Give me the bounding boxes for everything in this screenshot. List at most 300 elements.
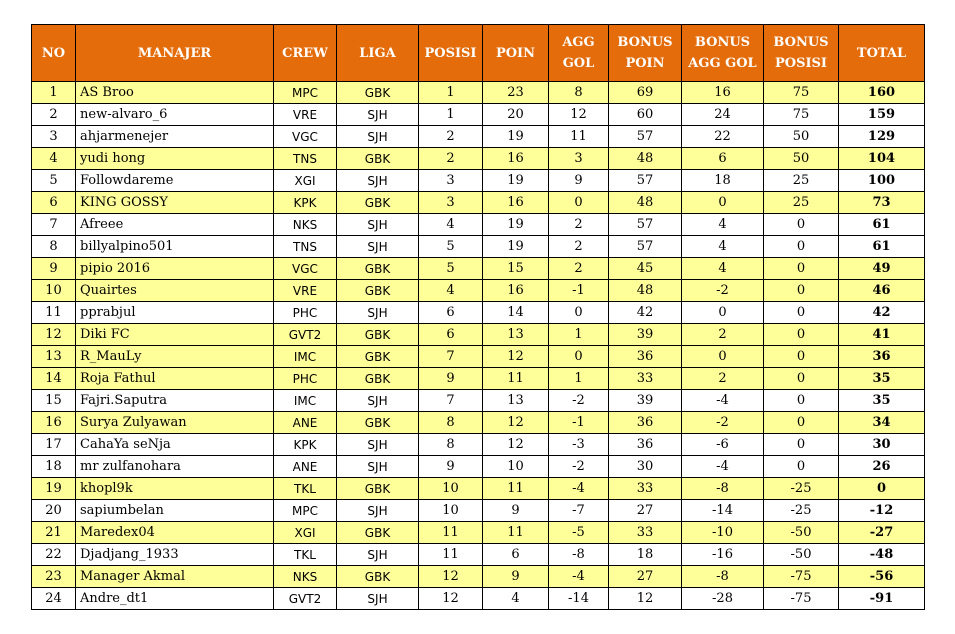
table-row	[32, 192, 925, 214]
cell-bonus-posisi: 0	[764, 346, 839, 368]
cell-poin: 20	[483, 104, 549, 126]
cell-agg-gol: 1	[549, 324, 609, 346]
cell-poin: 19	[483, 236, 549, 258]
cell-poin: 13	[483, 390, 549, 412]
cell-posisi: 3	[419, 170, 483, 192]
cell-bonus-poin: 42	[609, 302, 682, 324]
cell-no: 1	[32, 82, 76, 104]
cell-bonus-posisi: -75	[764, 588, 839, 610]
cell-posisi: 7	[419, 346, 483, 368]
cell-bonus-poin: 33	[609, 368, 682, 390]
header-bonus-poin: BONUS POIN	[609, 25, 682, 82]
table-row	[32, 126, 925, 148]
cell-bonus-agg-gol: 0	[682, 302, 764, 324]
cell-poin: 16	[483, 192, 549, 214]
cell-total: 61	[839, 236, 925, 258]
cell-bonus-posisi: 0	[764, 302, 839, 324]
cell-bonus-agg-gol: -2	[682, 280, 764, 302]
table-row	[32, 522, 925, 544]
cell-bonus-poin: 48	[609, 280, 682, 302]
cell-bonus-posisi: 0	[764, 390, 839, 412]
cell-liga: GBK	[337, 346, 419, 368]
cell-posisi: 11	[419, 544, 483, 566]
cell-no: 15	[32, 390, 76, 412]
cell-agg-gol: 3	[549, 148, 609, 170]
cell-poin: 12	[483, 434, 549, 456]
cell-crew: VGC	[274, 258, 337, 280]
cell-poin: 12	[483, 346, 549, 368]
cell-bonus-poin: 45	[609, 258, 682, 280]
cell-agg-gol: -8	[549, 544, 609, 566]
cell-agg-gol: -14	[549, 588, 609, 610]
cell-bonus-posisi: -50	[764, 544, 839, 566]
cell-posisi: 10	[419, 500, 483, 522]
table-row	[32, 456, 925, 478]
cell-total: 49	[839, 258, 925, 280]
cell-bonus-agg-gol: 2	[682, 324, 764, 346]
cell-bonus-poin: 36	[609, 412, 682, 434]
cell-bonus-posisi: 0	[764, 214, 839, 236]
cell-bonus-posisi: 50	[764, 126, 839, 148]
cell-manajer: billyalpino501	[76, 236, 274, 258]
header-no: NO	[32, 25, 76, 82]
header-poin: POIN	[483, 25, 549, 82]
cell-agg-gol: 9	[549, 170, 609, 192]
cell-bonus-posisi: 0	[764, 236, 839, 258]
table-row	[32, 324, 925, 346]
cell-total: 36	[839, 346, 925, 368]
cell-poin: 11	[483, 522, 549, 544]
cell-bonus-posisi: -75	[764, 566, 839, 588]
cell-no: 4	[32, 148, 76, 170]
cell-bonus-agg-gol: -4	[682, 390, 764, 412]
cell-liga: GBK	[337, 148, 419, 170]
cell-bonus-posisi: 0	[764, 258, 839, 280]
cell-no: 18	[32, 456, 76, 478]
cell-posisi: 3	[419, 192, 483, 214]
cell-crew: MPC	[274, 82, 337, 104]
cell-no: 12	[32, 324, 76, 346]
cell-total: -48	[839, 544, 925, 566]
cell-crew: PHC	[274, 368, 337, 390]
table-row	[32, 346, 925, 368]
cell-posisi: 2	[419, 126, 483, 148]
standings-table	[31, 24, 925, 610]
table-row	[32, 302, 925, 324]
cell-liga: SJH	[337, 214, 419, 236]
cell-bonus-agg-gol: 22	[682, 126, 764, 148]
table-row	[32, 434, 925, 456]
cell-posisi: 1	[419, 82, 483, 104]
cell-liga: GBK	[337, 522, 419, 544]
cell-agg-gol: -4	[549, 478, 609, 500]
cell-no: 23	[32, 566, 76, 588]
cell-bonus-agg-gol: -28	[682, 588, 764, 610]
cell-posisi: 12	[419, 566, 483, 588]
cell-bonus-posisi: 25	[764, 192, 839, 214]
cell-bonus-agg-gol: 4	[682, 236, 764, 258]
cell-bonus-poin: 69	[609, 82, 682, 104]
header-row	[32, 25, 925, 82]
cell-total: 42	[839, 302, 925, 324]
cell-total: -56	[839, 566, 925, 588]
cell-crew: PHC	[274, 302, 337, 324]
cell-liga: SJH	[337, 544, 419, 566]
cell-manajer: mr zulfanohara	[76, 456, 274, 478]
cell-crew: XGI	[274, 522, 337, 544]
cell-liga: SJH	[337, 390, 419, 412]
cell-bonus-poin: 48	[609, 192, 682, 214]
cell-liga: SJH	[337, 434, 419, 456]
cell-total: 26	[839, 456, 925, 478]
cell-no: 9	[32, 258, 76, 280]
table-row	[32, 104, 925, 126]
cell-no: 21	[32, 522, 76, 544]
cell-bonus-agg-gol: -4	[682, 456, 764, 478]
cell-poin: 9	[483, 500, 549, 522]
cell-no: 8	[32, 236, 76, 258]
cell-bonus-poin: 57	[609, 126, 682, 148]
cell-liga: GBK	[337, 478, 419, 500]
table-row	[32, 236, 925, 258]
cell-poin: 19	[483, 214, 549, 236]
cell-poin: 11	[483, 368, 549, 390]
cell-bonus-agg-gol: 0	[682, 346, 764, 368]
cell-poin: 11	[483, 478, 549, 500]
cell-agg-gol: 11	[549, 126, 609, 148]
cell-manajer: Djadjang_1933	[76, 544, 274, 566]
cell-liga: SJH	[337, 500, 419, 522]
cell-bonus-posisi: 0	[764, 368, 839, 390]
cell-total: -91	[839, 588, 925, 610]
cell-posisi: 5	[419, 258, 483, 280]
cell-liga: GBK	[337, 324, 419, 346]
cell-no: 3	[32, 126, 76, 148]
cell-manajer: CahaYa seNja	[76, 434, 274, 456]
cell-liga: SJH	[337, 302, 419, 324]
cell-bonus-agg-gol: -10	[682, 522, 764, 544]
cell-agg-gol: 8	[549, 82, 609, 104]
cell-manajer: Followdareme	[76, 170, 274, 192]
cell-bonus-agg-gol: 6	[682, 148, 764, 170]
header-bonus-posisi: BONUS POSISI	[764, 25, 839, 82]
header-crew: CREW	[274, 25, 337, 82]
cell-crew: IMC	[274, 346, 337, 368]
cell-crew: KPK	[274, 434, 337, 456]
cell-total: 30	[839, 434, 925, 456]
cell-agg-gol: -1	[549, 412, 609, 434]
cell-no: 13	[32, 346, 76, 368]
cell-bonus-poin: 18	[609, 544, 682, 566]
cell-bonus-posisi: 75	[764, 104, 839, 126]
cell-no: 5	[32, 170, 76, 192]
cell-poin: 4	[483, 588, 549, 610]
cell-posisi: 6	[419, 302, 483, 324]
cell-bonus-posisi: 25	[764, 170, 839, 192]
cell-bonus-poin: 27	[609, 566, 682, 588]
cell-agg-gol: 0	[549, 192, 609, 214]
cell-total: 35	[839, 368, 925, 390]
table-row	[32, 214, 925, 236]
cell-bonus-agg-gol: 2	[682, 368, 764, 390]
cell-manajer: pipio 2016	[76, 258, 274, 280]
cell-crew: TKL	[274, 544, 337, 566]
cell-manajer: Roja Fathul	[76, 368, 274, 390]
cell-no: 2	[32, 104, 76, 126]
cell-manajer: sapiumbelan	[76, 500, 274, 522]
cell-manajer: Manager Akmal	[76, 566, 274, 588]
cell-total: 160	[839, 82, 925, 104]
cell-liga: SJH	[337, 236, 419, 258]
cell-total: 73	[839, 192, 925, 214]
cell-agg-gol: 2	[549, 214, 609, 236]
cell-no: 7	[32, 214, 76, 236]
cell-poin: 19	[483, 170, 549, 192]
cell-bonus-poin: 27	[609, 500, 682, 522]
cell-poin: 13	[483, 324, 549, 346]
table-row	[32, 500, 925, 522]
cell-total: 61	[839, 214, 925, 236]
cell-total: 41	[839, 324, 925, 346]
cell-bonus-poin: 33	[609, 478, 682, 500]
cell-poin: 16	[483, 148, 549, 170]
cell-crew: VRE	[274, 280, 337, 302]
table-row	[32, 412, 925, 434]
cell-posisi: 12	[419, 588, 483, 610]
cell-bonus-poin: 36	[609, 346, 682, 368]
cell-no: 16	[32, 412, 76, 434]
cell-agg-gol: -2	[549, 390, 609, 412]
table-row	[32, 368, 925, 390]
cell-crew: MPC	[274, 500, 337, 522]
cell-manajer: Diki FC	[76, 324, 274, 346]
cell-bonus-posisi: 50	[764, 148, 839, 170]
cell-no: 22	[32, 544, 76, 566]
cell-manajer: yudi hong	[76, 148, 274, 170]
cell-posisi: 2	[419, 148, 483, 170]
cell-bonus-posisi: 75	[764, 82, 839, 104]
cell-liga: SJH	[337, 126, 419, 148]
table-row	[32, 390, 925, 412]
cell-bonus-agg-gol: 0	[682, 192, 764, 214]
cell-no: 17	[32, 434, 76, 456]
cell-bonus-posisi: -25	[764, 478, 839, 500]
cell-manajer: pprabjul	[76, 302, 274, 324]
cell-poin: 16	[483, 280, 549, 302]
cell-bonus-agg-gol: -6	[682, 434, 764, 456]
cell-crew: VGC	[274, 126, 337, 148]
cell-total: 129	[839, 126, 925, 148]
cell-bonus-poin: 48	[609, 148, 682, 170]
cell-liga: SJH	[337, 104, 419, 126]
cell-liga: GBK	[337, 566, 419, 588]
cell-liga: GBK	[337, 280, 419, 302]
cell-bonus-agg-gol: 24	[682, 104, 764, 126]
cell-crew: XGI	[274, 170, 337, 192]
cell-bonus-posisi: -25	[764, 500, 839, 522]
cell-agg-gol: -3	[549, 434, 609, 456]
table-body	[32, 82, 925, 610]
cell-bonus-poin: 60	[609, 104, 682, 126]
cell-crew: ANE	[274, 456, 337, 478]
cell-bonus-poin: 12	[609, 588, 682, 610]
cell-crew: TKL	[274, 478, 337, 500]
cell-no: 6	[32, 192, 76, 214]
cell-bonus-agg-gol: 4	[682, 214, 764, 236]
cell-posisi: 7	[419, 390, 483, 412]
table-row	[32, 588, 925, 610]
cell-posisi: 4	[419, 280, 483, 302]
cell-poin: 19	[483, 126, 549, 148]
cell-no: 10	[32, 280, 76, 302]
cell-total: 34	[839, 412, 925, 434]
cell-agg-gol: 12	[549, 104, 609, 126]
cell-manajer: Quairtes	[76, 280, 274, 302]
cell-agg-gol: -4	[549, 566, 609, 588]
header-manajer: MANAJER	[76, 25, 274, 82]
cell-liga: SJH	[337, 170, 419, 192]
cell-manajer: R_MauLy	[76, 346, 274, 368]
cell-manajer: ahjarmenejer	[76, 126, 274, 148]
cell-bonus-poin: 39	[609, 390, 682, 412]
cell-liga: SJH	[337, 456, 419, 478]
cell-liga: GBK	[337, 82, 419, 104]
cell-manajer: AS Broo	[76, 82, 274, 104]
cell-bonus-agg-gol: -8	[682, 478, 764, 500]
cell-manajer: khopl9k	[76, 478, 274, 500]
cell-total: -27	[839, 522, 925, 544]
cell-total: -12	[839, 500, 925, 522]
cell-bonus-agg-gol: -8	[682, 566, 764, 588]
cell-bonus-agg-gol: 18	[682, 170, 764, 192]
cell-posisi: 11	[419, 522, 483, 544]
table-row	[32, 566, 925, 588]
cell-crew: NKS	[274, 214, 337, 236]
cell-liga: SJH	[337, 588, 419, 610]
cell-posisi: 6	[419, 324, 483, 346]
cell-no: 20	[32, 500, 76, 522]
cell-bonus-poin: 33	[609, 522, 682, 544]
cell-liga: GBK	[337, 368, 419, 390]
cell-bonus-agg-gol: 4	[682, 258, 764, 280]
cell-crew: GVT2	[274, 588, 337, 610]
cell-bonus-agg-gol: 16	[682, 82, 764, 104]
cell-bonus-poin: 57	[609, 170, 682, 192]
cell-crew: VRE	[274, 104, 337, 126]
cell-no: 19	[32, 478, 76, 500]
cell-manajer: Afreee	[76, 214, 274, 236]
cell-poin: 23	[483, 82, 549, 104]
cell-total: 35	[839, 390, 925, 412]
cell-total: 0	[839, 478, 925, 500]
cell-poin: 15	[483, 258, 549, 280]
cell-poin: 10	[483, 456, 549, 478]
cell-poin: 14	[483, 302, 549, 324]
cell-crew: NKS	[274, 566, 337, 588]
table-row	[32, 148, 925, 170]
table-row	[32, 82, 925, 104]
cell-no: 14	[32, 368, 76, 390]
cell-crew: IMC	[274, 390, 337, 412]
header-bonus-agg-gol: BONUS AGG GOL	[682, 25, 764, 82]
cell-agg-gol: 2	[549, 236, 609, 258]
cell-bonus-posisi: 0	[764, 434, 839, 456]
cell-crew: GVT2	[274, 324, 337, 346]
cell-bonus-agg-gol: -16	[682, 544, 764, 566]
cell-manajer: Surya Zulyawan	[76, 412, 274, 434]
cell-liga: GBK	[337, 192, 419, 214]
cell-bonus-posisi: 0	[764, 280, 839, 302]
cell-bonus-agg-gol: -14	[682, 500, 764, 522]
cell-bonus-posisi: 0	[764, 412, 839, 434]
cell-manajer: Fajri.Saputra	[76, 390, 274, 412]
table-row	[32, 478, 925, 500]
cell-posisi: 4	[419, 214, 483, 236]
cell-posisi: 9	[419, 456, 483, 478]
cell-total: 159	[839, 104, 925, 126]
cell-agg-gol: -1	[549, 280, 609, 302]
cell-bonus-poin: 57	[609, 236, 682, 258]
cell-bonus-posisi: 0	[764, 324, 839, 346]
cell-no: 24	[32, 588, 76, 610]
cell-no: 11	[32, 302, 76, 324]
table-row	[32, 170, 925, 192]
cell-liga: GBK	[337, 412, 419, 434]
cell-agg-gol: -5	[549, 522, 609, 544]
cell-posisi: 9	[419, 368, 483, 390]
cell-total: 46	[839, 280, 925, 302]
cell-posisi: 8	[419, 434, 483, 456]
cell-agg-gol: 2	[549, 258, 609, 280]
header-posisi: POSISI	[419, 25, 483, 82]
cell-bonus-posisi: -50	[764, 522, 839, 544]
cell-crew: ANE	[274, 412, 337, 434]
table-row	[32, 544, 925, 566]
cell-crew: TNS	[274, 236, 337, 258]
cell-bonus-poin: 39	[609, 324, 682, 346]
cell-agg-gol: 0	[549, 302, 609, 324]
table-row	[32, 258, 925, 280]
cell-agg-gol: 0	[549, 346, 609, 368]
header-total: TOTAL	[839, 25, 925, 82]
cell-bonus-posisi: 0	[764, 456, 839, 478]
cell-manajer: Andre_dt1	[76, 588, 274, 610]
cell-bonus-poin: 30	[609, 456, 682, 478]
cell-crew: TNS	[274, 148, 337, 170]
header-agg-gol: AGG GOL	[549, 25, 609, 82]
header-liga: LIGA	[337, 25, 419, 82]
cell-poin: 12	[483, 412, 549, 434]
cell-posisi: 10	[419, 478, 483, 500]
cell-manajer: Maredex04	[76, 522, 274, 544]
cell-agg-gol: -2	[549, 456, 609, 478]
cell-bonus-agg-gol: -2	[682, 412, 764, 434]
cell-manajer: new-alvaro_6	[76, 104, 274, 126]
cell-bonus-poin: 36	[609, 434, 682, 456]
cell-crew: KPK	[274, 192, 337, 214]
cell-agg-gol: 1	[549, 368, 609, 390]
cell-bonus-poin: 57	[609, 214, 682, 236]
cell-agg-gol: -7	[549, 500, 609, 522]
cell-posisi: 8	[419, 412, 483, 434]
cell-poin: 6	[483, 544, 549, 566]
cell-posisi: 1	[419, 104, 483, 126]
cell-poin: 9	[483, 566, 549, 588]
cell-manajer: KING GOSSY	[76, 192, 274, 214]
cell-liga: GBK	[337, 258, 419, 280]
cell-total: 104	[839, 148, 925, 170]
cell-total: 100	[839, 170, 925, 192]
